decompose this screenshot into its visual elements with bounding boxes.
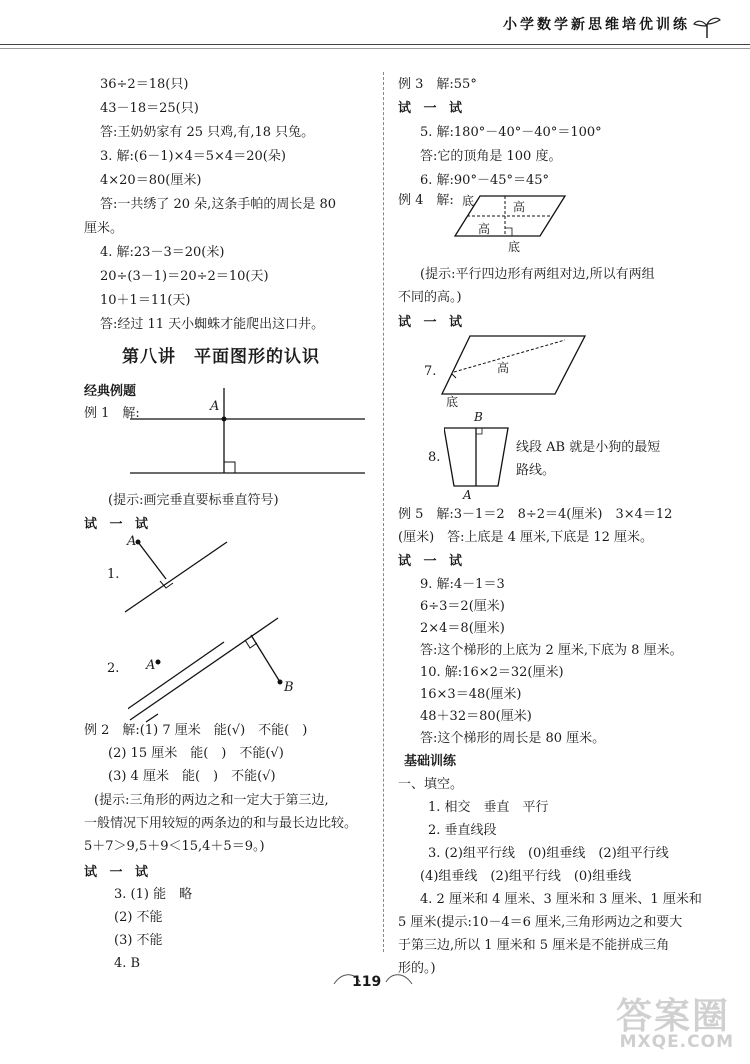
figure-8-number: 8. — [428, 450, 441, 465]
try-it-heading: 试 一 试 — [398, 101, 467, 116]
ex4-height-right-label: 高 — [513, 200, 526, 214]
text-line: 4. 解:23－3＝20(米) — [100, 245, 225, 260]
example-4-label: 例 4 解: — [398, 193, 454, 208]
basic-line: (4)组垂线 (2)组平行线 (0)组垂线 — [420, 869, 632, 884]
example-2-line: (3) 4 厘米 能( ) 不能(√) — [108, 769, 276, 784]
try-it-heading: 试 一 试 — [84, 517, 153, 532]
header-rule-thin — [0, 48, 750, 49]
text-line: 43－18＝25(只) — [100, 101, 199, 116]
example-2-hint: 5＋7＞9,5＋9＜15,4＋5＝9。) — [84, 839, 265, 854]
basic-line: 于第三边,所以 1 厘米和 5 厘米是不能拼成三角 — [398, 938, 670, 953]
figure-7-parallelogram — [440, 330, 590, 402]
example-4-hint: (提示:平行四边形有两组对边,所以有两组 — [420, 267, 655, 282]
try-answer: 3. (1) 能 略 — [114, 887, 193, 902]
figure-2-point-b: B — [284, 680, 294, 695]
try-answer: 48＋32＝80(厘米) — [420, 709, 532, 724]
try-answer: 答:这个梯形的上底为 2 厘米,下底为 8 厘米。 — [420, 643, 683, 658]
figure-2-number: 2. — [107, 661, 120, 676]
example-5-line: (厘米) 答:上底是 4 厘米,下底是 12 厘米。 — [398, 530, 653, 545]
text-line: 3. 解:(6－1)×4＝5×4＝20(朵) — [100, 149, 286, 164]
text-line: 答:一共绣了 20 朵,这条手帕的周长是 80 — [100, 197, 336, 212]
try-answer: 答:这个梯形的周长是 80 厘米。 — [420, 731, 606, 746]
example-3-label: 例 3 解:55° — [398, 77, 477, 92]
try-answer: 6÷3＝2(厘米) — [420, 599, 505, 614]
basic-line: 3. (2)组平行线 (0)组垂线 (2)组平行线 — [428, 846, 669, 861]
ex4-base-bottom-label: 底 — [508, 240, 521, 254]
basic-line: 形的。) — [398, 961, 436, 976]
try-answer: (3) 不能 — [114, 933, 163, 948]
figure-7-height-label: 高 — [497, 361, 510, 375]
example-1-label: 例 1 解: — [84, 406, 140, 421]
try-answer: 5. 解:180°－40°－40°＝100° — [420, 125, 602, 140]
figure-8-point-a: A — [463, 488, 472, 502]
figure-7-number: 7. — [424, 364, 437, 379]
try-answer: 16×3＝48(厘米) — [420, 687, 522, 702]
section-title: 第八讲 平面图形的认识 — [122, 347, 320, 367]
example-4-hint: 不同的高。) — [398, 290, 462, 305]
basic-line: 2. 垂直线段 — [428, 823, 497, 838]
example-2-hint: 一般情况下用较短的两条边的和与最长边比较。 — [84, 816, 358, 831]
try-it-heading: 试 一 试 — [398, 315, 467, 330]
example-1-hint: (提示:画完垂直要标垂直符号) — [108, 493, 279, 508]
ex4-base-top-label: 底 — [462, 194, 475, 208]
basic-training-label: 基础训练 — [404, 754, 457, 769]
figure-1-point-a: A — [127, 534, 137, 549]
header-title: 小学数学新思维培优训练 — [503, 17, 690, 33]
text-line: 答:王奶奶家有 25 只鸡,有,18 只兔。 — [100, 125, 315, 140]
ex4-height-left-label: 高 — [478, 222, 491, 236]
try-answer: 4. B — [114, 956, 141, 971]
figure-8-text: 路线。 — [516, 463, 556, 478]
try-it-heading: 试 一 试 — [398, 554, 467, 569]
try-answer: 答:它的顶角是 100 度。 — [420, 149, 562, 164]
try-answer: 2×4＝8(厘米) — [420, 621, 505, 636]
example-1-figure — [130, 388, 370, 488]
column-divider — [383, 72, 384, 952]
try-answer: 9. 解:4－1＝3 — [420, 577, 505, 592]
try-answer: 6. 解:90°－45°＝45° — [420, 173, 550, 188]
figure-8-trapezoid — [444, 420, 514, 492]
header-rule — [0, 44, 750, 45]
text-line: 36÷2＝18(只) — [100, 77, 189, 92]
figure-1-number: 1. — [107, 567, 120, 582]
watermark-logo — [590, 988, 740, 1058]
page-number: 119 — [352, 974, 382, 990]
text-line: 10＋1＝11(天) — [100, 293, 191, 308]
example-2-line: 例 2 解:(1) 7 厘米 能(√) 不能( ) — [84, 723, 308, 738]
example-5-line: 例 5 解:3－1＝2 8÷2＝4(厘米) 3×4＝12 — [398, 507, 673, 522]
try-it-heading: 试 一 试 — [84, 865, 153, 880]
basic-line: 4. 2 厘米和 4 厘米、3 厘米和 3 厘米、1 厘米和 — [420, 892, 702, 907]
basic-line: 5 厘米(提示:10－4＝6 厘米,三角形两边之和要大 — [398, 915, 683, 930]
figure-8-point-b: B — [474, 410, 483, 424]
watermark-url: MXQE.COM — [619, 1032, 734, 1052]
try-answer: (2) 不能 — [114, 910, 163, 925]
text-line: 20÷(3－1)＝20÷2＝10(天) — [100, 269, 269, 284]
basic-line: 一、填空。 — [398, 777, 464, 792]
text-line: 答:经过 11 天小蜘蛛才能爬出这口井。 — [100, 317, 325, 332]
sprout-icon — [692, 10, 722, 40]
figure-2-point-a: A — [146, 658, 156, 673]
classic-examples-label: 经典例题 — [84, 384, 137, 399]
figure-7-base-label: 底 — [446, 395, 459, 409]
figure-1-perpendicular — [122, 534, 232, 616]
figure-8-text: 线段 AB 就是小狗的最短 — [516, 440, 661, 455]
example-2-line: (2) 15 厘米 能( ) 不能(√) — [108, 746, 284, 761]
text-line: 厘米。 — [84, 221, 124, 236]
try-answer: 10. 解:16×2＝32(厘米) — [420, 665, 564, 680]
basic-line: 1. 相交 垂直 平行 — [428, 800, 549, 815]
watermark-text: 答案圈 — [615, 996, 730, 1037]
point-a-label: A — [210, 399, 220, 414]
text-line: 4×20＝80(厘米) — [100, 173, 202, 188]
example-2-hint: (提示:三角形的两边之和一定大于第三边, — [94, 793, 329, 808]
